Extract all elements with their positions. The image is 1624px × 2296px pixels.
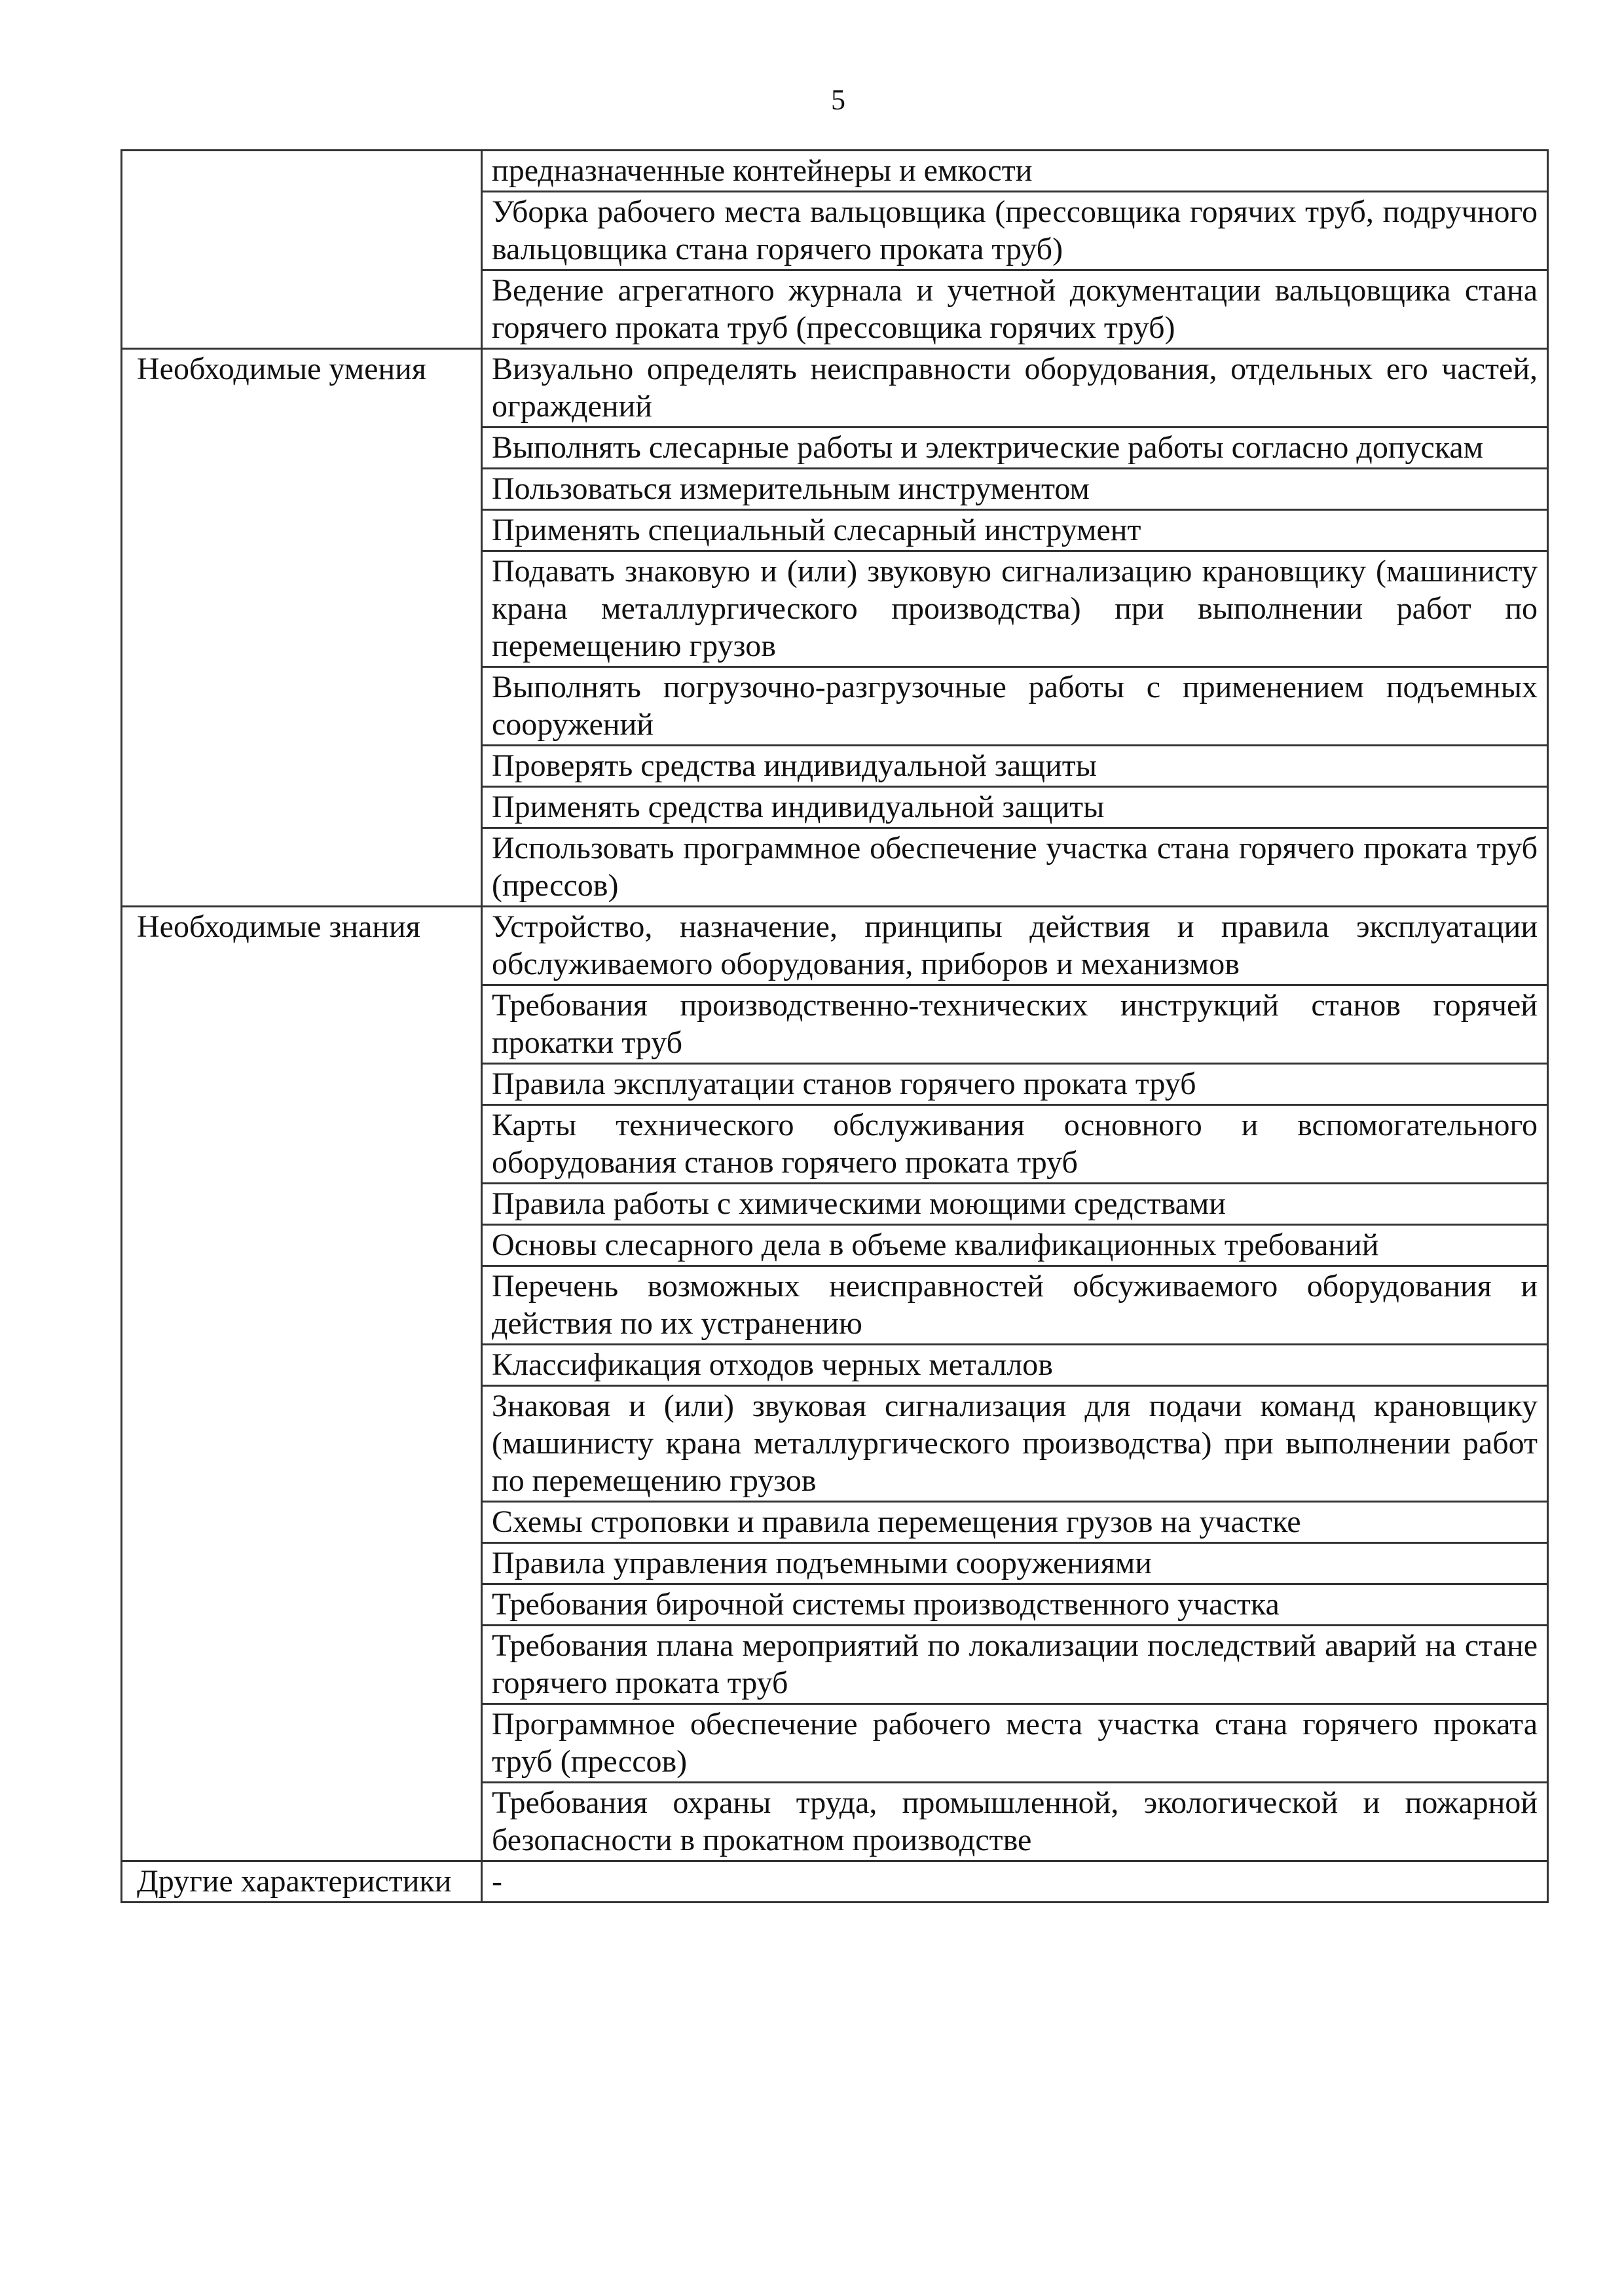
requirement-item: Применять средства индивидуальной защиты — [482, 787, 1548, 828]
requirement-item: Требования охраны труда, промышленной, экологической и пожарной безопасности в прокатном производстве — [482, 1783, 1548, 1861]
requirement-item: Уборка рабочего места вальцовщика (прессовщика горячих труб, подручного вальцовщика стана горячего проката труб) — [482, 192, 1548, 270]
requirement-item: Схемы строповки и правила перемещения грузов на участке — [482, 1502, 1548, 1543]
requirement-item: Выполнять слесарные работы и электрические работы согласно допускам — [482, 428, 1548, 469]
requirement-item: Требования бирочной системы производственного участка — [482, 1584, 1548, 1626]
requirement-item: Классификация отходов черных металлов — [482, 1345, 1548, 1386]
page-number: 5 — [831, 84, 845, 116]
requirement-item: Правила управления подъемными сооружениями — [482, 1543, 1548, 1584]
requirement-item: Подавать знаковую и (или) звуковую сигнализацию крановщику (машинисту крана металлургического производства) при выполнении работ по перемещению грузов — [482, 551, 1548, 667]
requirement-item: Основы слесарного дела в объеме квалификационных требований — [482, 1225, 1548, 1266]
requirements-table-body — [122, 151, 1548, 1903]
requirement-item: - — [482, 1861, 1548, 1903]
requirement-item: Проверять средства индивидуальной защиты — [482, 746, 1548, 787]
requirement-item: Карты технического обслуживания основного и вспомогательного оборудования станов горячего проката труб — [482, 1105, 1548, 1184]
table-row — [122, 151, 1548, 192]
table-row — [122, 1861, 1548, 1903]
requirement-item: Устройство, назначение, принципы действия и правила эксплуатации обслуживаемого оборудования, приборов и механизмов — [482, 907, 1548, 985]
requirement-item: Требования производственно-технических инструкций станов горячей прокатки труб — [482, 985, 1548, 1064]
requirement-item: Правила эксплуатации станов горячего проката труб — [482, 1064, 1548, 1105]
requirement-item: Перечень возможных неисправностей обсуживаемого оборудования и действия по их устранению — [482, 1266, 1548, 1345]
requirement-item: Правила работы с химическими моющими средствами — [482, 1184, 1548, 1225]
section-label: Необходимые знания — [122, 907, 482, 1861]
section-label: Необходимые умения — [122, 349, 482, 907]
requirements-table — [120, 149, 1549, 1903]
requirement-item: Требования плана мероприятий по локализации последствий аварий на стане горячего проката труб — [482, 1626, 1548, 1704]
requirement-item: Использовать программное обеспечение участка стана горячего проката труб (прессов) — [482, 828, 1548, 907]
table-row — [122, 907, 1548, 985]
requirement-item: Применять специальный слесарный инструмент — [482, 510, 1548, 551]
requirement-item: Пользоваться измерительным инструментом — [482, 469, 1548, 510]
section-label — [122, 151, 482, 349]
table-row — [122, 349, 1548, 428]
requirement-item: Визуально определять неисправности оборудования, отдельных его частей, ограждений — [482, 349, 1548, 428]
requirement-item: Программное обеспечение рабочего места участка стана горячего проката труб (прессов) — [482, 1704, 1548, 1783]
requirement-item: Знаковая и (или) звуковая сигнализация для подачи команд крановщику (машинисту крана металлургического производства) при выполнении работ по перемещению грузов — [482, 1386, 1548, 1502]
section-label: Другие характеристики — [122, 1861, 482, 1903]
requirement-item: предназначенные контейнеры и емкости — [482, 151, 1548, 192]
requirement-item: Ведение агрегатного журнала и учетной документации вальцовщика стана горячего проката труб (прессовщика горячих труб) — [482, 270, 1548, 349]
requirement-item: Выполнять погрузочно-разгрузочные работы с применением подъемных сооружений — [482, 667, 1548, 746]
